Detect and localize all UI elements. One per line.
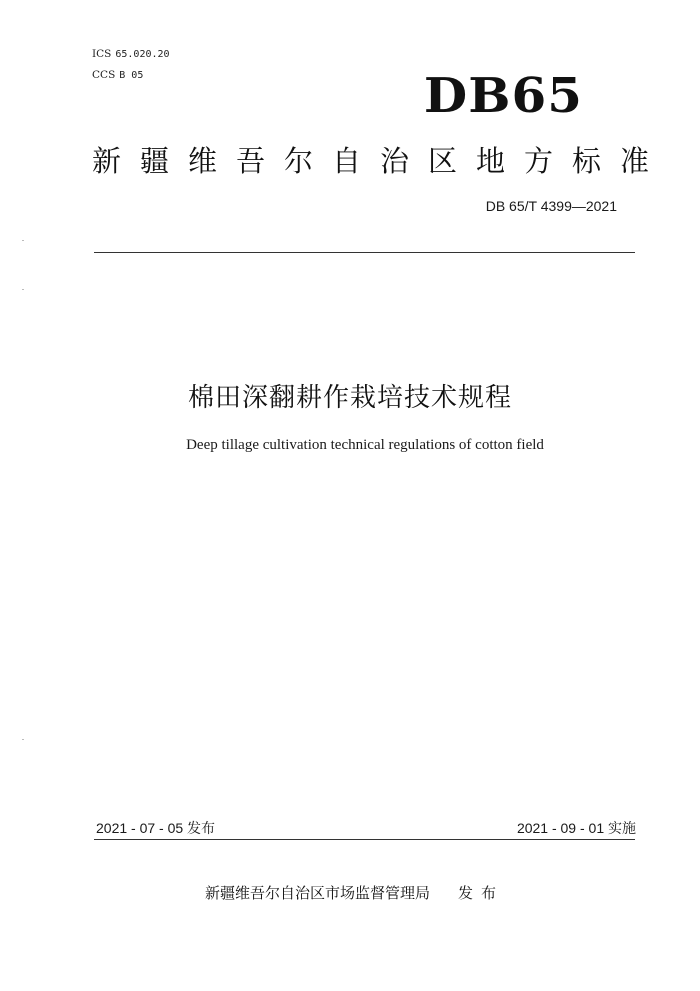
scan-artifact (22, 240, 24, 241)
issuer-action: 发布 (458, 884, 505, 902)
ccs-label: CCS (92, 69, 116, 81)
title-chinese: 棉田深翻耕作栽培技术规程 (187, 383, 512, 413)
ics-label: ICS (92, 48, 112, 60)
classification-codes (92, 44, 170, 86)
ics-code: 65.020.20 (115, 49, 170, 60)
standard-number: DB 65/T 4399—2021 (485, 198, 617, 214)
db-logo: DB65 (423, 68, 583, 124)
ics-line (92, 44, 170, 65)
ccs-code: B 05 (119, 70, 144, 81)
scan-artifact (22, 739, 24, 740)
effective-date: 2021 - 09 - 01 实施 (516, 820, 636, 836)
scan-artifact (22, 289, 24, 290)
header-divider (94, 252, 635, 253)
issue-date: 2021 - 07 - 05 发布 (96, 820, 216, 836)
ccs-line (92, 65, 170, 86)
issuer-name: 新疆维吾尔自治区市场监督管理局 (205, 884, 431, 902)
authority-name: 新疆维吾尔自治区地方标准 (92, 144, 669, 178)
issuer-line (205, 882, 504, 903)
footer-divider (94, 839, 635, 840)
title-english: Deep tillage cultivation technical regulations of cotton field (186, 437, 544, 453)
